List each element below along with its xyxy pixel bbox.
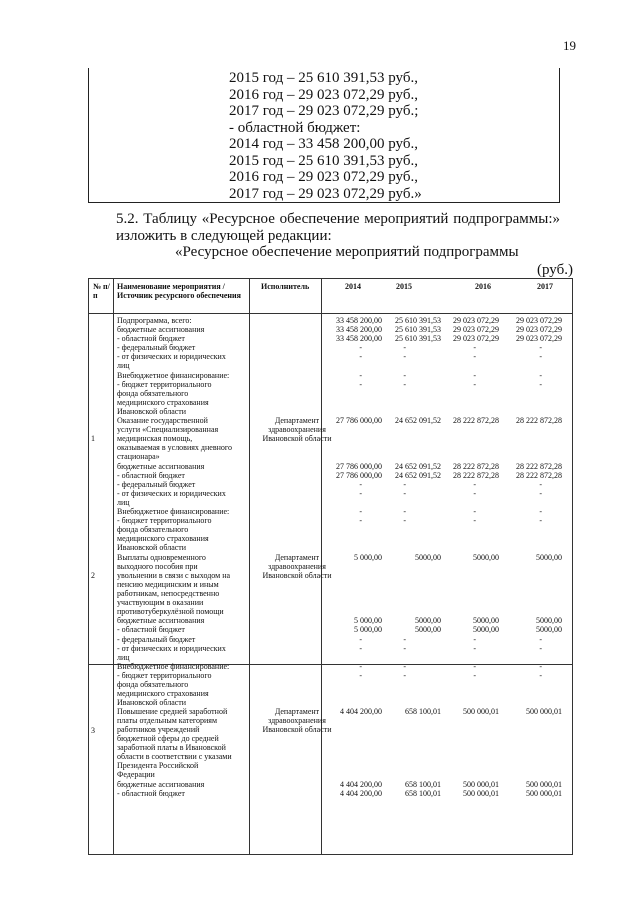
value-2016: -	[473, 516, 476, 526]
row-name: - от физических и юридических лиц	[117, 488, 226, 507]
value-2015: 24 652 091,52	[395, 416, 441, 426]
value-2016: 28 222 872,28	[453, 470, 499, 480]
value-2017: -	[539, 507, 542, 517]
value-2015: 658 100,01	[405, 707, 441, 717]
value-2016: 5000,00	[473, 625, 499, 635]
value-2016: -	[473, 370, 476, 380]
value-2016: -	[473, 343, 476, 353]
value-2015: -	[403, 488, 406, 498]
row-name: бюджетные ассигнования	[117, 325, 205, 335]
row-name: бюджетные ассигнования	[117, 461, 205, 471]
value-2017: -	[539, 670, 542, 680]
value-2014: 4 404 200,00	[340, 707, 382, 717]
value-2017: 500 000,01	[526, 780, 562, 790]
value-2017: 29 023 072,29	[516, 334, 562, 344]
value-2014: 27 786 000,00	[336, 470, 382, 480]
row-executor: Департамент здравоохранения Ивановской области	[262, 707, 332, 735]
value-2017: -	[539, 661, 542, 671]
row-executor: Департамент здравоохранения Ивановской области	[262, 416, 332, 444]
value-2015: -	[403, 661, 406, 671]
value-2015: -	[403, 479, 406, 489]
value-2016: -	[473, 379, 476, 389]
continuation-line: 2016 год – 29 023 072,29 руб.,	[229, 169, 418, 185]
row-name: Повышение средней заработной платы отдельным категориям работников учреждений бюджетной сферы до средней заработной платы в Ивановской области в соответствии с указами Президента Российской Федерации	[117, 707, 232, 780]
value-2015: -	[403, 670, 406, 680]
value-2016: 29 023 072,29	[453, 325, 499, 335]
row-name: Внебюджетное финансирование:	[117, 507, 230, 517]
row-executor: Департамент здравоохранения Ивановской области	[262, 552, 332, 580]
value-2017: -	[539, 343, 542, 353]
value-2016: -	[473, 661, 476, 671]
paragraph-5-2	[88, 211, 560, 245]
value-2015: -	[403, 352, 406, 362]
paragraph-text: 5.2. Таблицу «Ресурсное обеспечение мероприятий подпрограммы:» изложить в следующей редакции:	[116, 211, 560, 244]
header-num: № п/п	[93, 282, 110, 300]
row-name: - федеральный бюджет	[117, 634, 196, 644]
value-2014: 5 000,00	[354, 552, 382, 562]
value-2016: -	[473, 643, 476, 653]
value-2017: 5000,00	[536, 552, 562, 562]
value-2015: 5000,00	[415, 616, 441, 626]
row-name: Внебюджетное финансирование:	[117, 661, 230, 671]
value-2015: -	[403, 507, 406, 517]
value-2016: -	[473, 488, 476, 498]
row-name: бюджетные ассигнования	[117, 780, 205, 790]
value-2015: 24 652 091,52	[395, 461, 441, 471]
value-2016: 5000,00	[473, 616, 499, 626]
value-2014: 33 458 200,00	[336, 316, 382, 325]
value-2017: -	[539, 516, 542, 526]
value-2016: -	[473, 352, 476, 362]
value-2014: -	[359, 670, 362, 680]
value-2017: -	[539, 352, 542, 362]
row-name: - федеральный бюджет	[117, 343, 196, 353]
value-2014: 5 000,00	[354, 625, 382, 635]
value-2016: -	[473, 479, 476, 489]
header-executor: Исполнитель	[261, 282, 310, 291]
row-name: - бюджет территориального фонда обязательного медицинского страхования Ивановской области	[117, 670, 212, 707]
value-2014: -	[359, 643, 362, 653]
value-2017: -	[539, 479, 542, 489]
row-name: Подпрограмма, всего:	[117, 316, 192, 325]
value-2016: 5000,00	[473, 552, 499, 562]
continuation-line: 2014 год – 33 458 200,00 руб.,	[229, 136, 418, 152]
value-2016: 500 000,01	[463, 780, 499, 790]
row-number: 1	[91, 434, 95, 444]
row-name: - областной бюджет	[117, 334, 185, 344]
row-name: - бюджет территориального фонда обязательного медицинского страхования Ивановской области	[117, 516, 212, 553]
value-2015: -	[403, 370, 406, 380]
value-2014: 5 000,00	[354, 616, 382, 626]
value-2015: -	[403, 379, 406, 389]
continuation-line: 2016 год – 29 023 072,29 руб.,	[229, 86, 418, 103]
header-2014: 2014	[345, 282, 361, 291]
continuation-line: 2017 год – 29 023 072,29 руб.;	[229, 103, 419, 119]
value-2015: 25 610 391,53	[395, 325, 441, 335]
value-2014: 27 786 000,00	[336, 461, 382, 471]
continuation-line: 2017 год – 29 023 072,29 руб.»	[229, 185, 422, 202]
value-2017: 5000,00	[536, 625, 562, 635]
row-name: - федеральный бюджет	[117, 479, 196, 489]
value-2014: -	[359, 379, 362, 389]
resource-table	[88, 278, 573, 855]
row-name: Выплаты одновременного выходного пособия при увольнении в связи с выходом на пенсию медицинским и иным работникам, непосредственно участвующим в оказании противотуберкулёзной помощи	[117, 552, 231, 616]
value-2014: 33 458 200,00	[336, 325, 382, 335]
page-number: 19	[563, 38, 576, 53]
row-name: - от физических и юридических лиц	[117, 643, 226, 662]
row-number: 3	[91, 725, 95, 735]
value-2015: 25 610 391,53	[395, 334, 441, 344]
value-2014: -	[359, 488, 362, 498]
header-2017: 2017	[537, 282, 553, 291]
value-2016: -	[473, 670, 476, 680]
table-unit: (руб.)	[537, 262, 573, 278]
value-2017: 28 222 872,28	[516, 461, 562, 471]
value-2014: -	[359, 634, 362, 644]
row-name: бюджетные ассигнования	[117, 616, 205, 626]
value-2015: 24 652 091,52	[395, 470, 441, 480]
value-2015: -	[403, 643, 406, 653]
value-2016: -	[473, 634, 476, 644]
value-2016: 28 222 872,28	[453, 416, 499, 426]
value-2014: 27 786 000,00	[336, 416, 382, 426]
row-number: 2	[91, 570, 95, 580]
value-2014: -	[359, 516, 362, 526]
value-2017: -	[539, 643, 542, 653]
header-2016: 2016	[475, 282, 491, 291]
row-name: Оказание государственной услуги «Специализированная медицинская помощь, оказываемая в условиях дневного стационара»	[117, 416, 232, 462]
table-title: «Ресурсное обеспечение мероприятий подпрограммы	[175, 244, 519, 260]
value-2017: 29 023 072,29	[516, 316, 562, 325]
value-2014: -	[359, 343, 362, 353]
continuation-line: 2015 год – 25 610 391,53 руб.,	[229, 152, 418, 169]
value-2017: 28 222 872,28	[516, 470, 562, 480]
value-2016: 29 023 072,29	[453, 316, 499, 325]
value-2016: 29 023 072,29	[453, 334, 499, 344]
col-divider	[113, 279, 114, 854]
value-2014: 33 458 200,00	[336, 334, 382, 344]
value-2015: -	[403, 634, 406, 644]
value-2015: 5000,00	[415, 625, 441, 635]
row-name: - областной бюджет	[117, 625, 185, 635]
value-2014: -	[359, 661, 362, 671]
value-2015: 658 100,01	[405, 780, 441, 790]
value-2017: 500 000,01	[526, 707, 562, 717]
continuation-line: - областной бюджет:	[229, 119, 361, 136]
row-name: - областной бюджет	[117, 789, 185, 799]
value-2017: -	[539, 488, 542, 498]
value-2015: 25 610 391,53	[395, 316, 441, 325]
value-2014: -	[359, 352, 362, 362]
value-2017: -	[539, 370, 542, 380]
value-2014: 4 404 200,00	[340, 780, 382, 790]
value-2015: 658 100,01	[405, 789, 441, 799]
row-name: Внебюджетное финансирование:	[117, 370, 230, 380]
col-divider	[249, 279, 250, 854]
value-2015: -	[403, 516, 406, 526]
row-name: - бюджет территориального фонда обязательного медицинского страхования Ивановской области	[117, 379, 212, 416]
row-name: - от физических и юридических лиц	[117, 352, 226, 371]
value-2014: 4 404 200,00	[340, 789, 382, 799]
value-2016: -	[473, 507, 476, 517]
header-divider	[89, 313, 572, 314]
header-2015: 2015	[396, 282, 412, 291]
value-2014: -	[359, 507, 362, 517]
value-2014: -	[359, 479, 362, 489]
value-2015: 5000,00	[415, 552, 441, 562]
value-2017: 28 222 872,28	[516, 416, 562, 426]
continuation-box	[88, 68, 560, 203]
continuation-line: 2015 год – 25 610 391,53 руб.,	[229, 70, 418, 86]
value-2017: 29 023 072,29	[516, 325, 562, 335]
value-2015: -	[403, 343, 406, 353]
value-2017: 500 000,01	[526, 789, 562, 799]
row-name: - областной бюджет	[117, 470, 185, 480]
value-2017: -	[539, 634, 542, 644]
value-2017: 5000,00	[536, 616, 562, 626]
value-2017: -	[539, 379, 542, 389]
value-2016: 28 222 872,28	[453, 461, 499, 471]
value-2016: 500 000,01	[463, 707, 499, 717]
value-2016: 500 000,01	[463, 789, 499, 799]
header-name: Наименование мероприятия / Источник ресурсного обеспечения	[117, 282, 241, 300]
value-2014: -	[359, 370, 362, 380]
